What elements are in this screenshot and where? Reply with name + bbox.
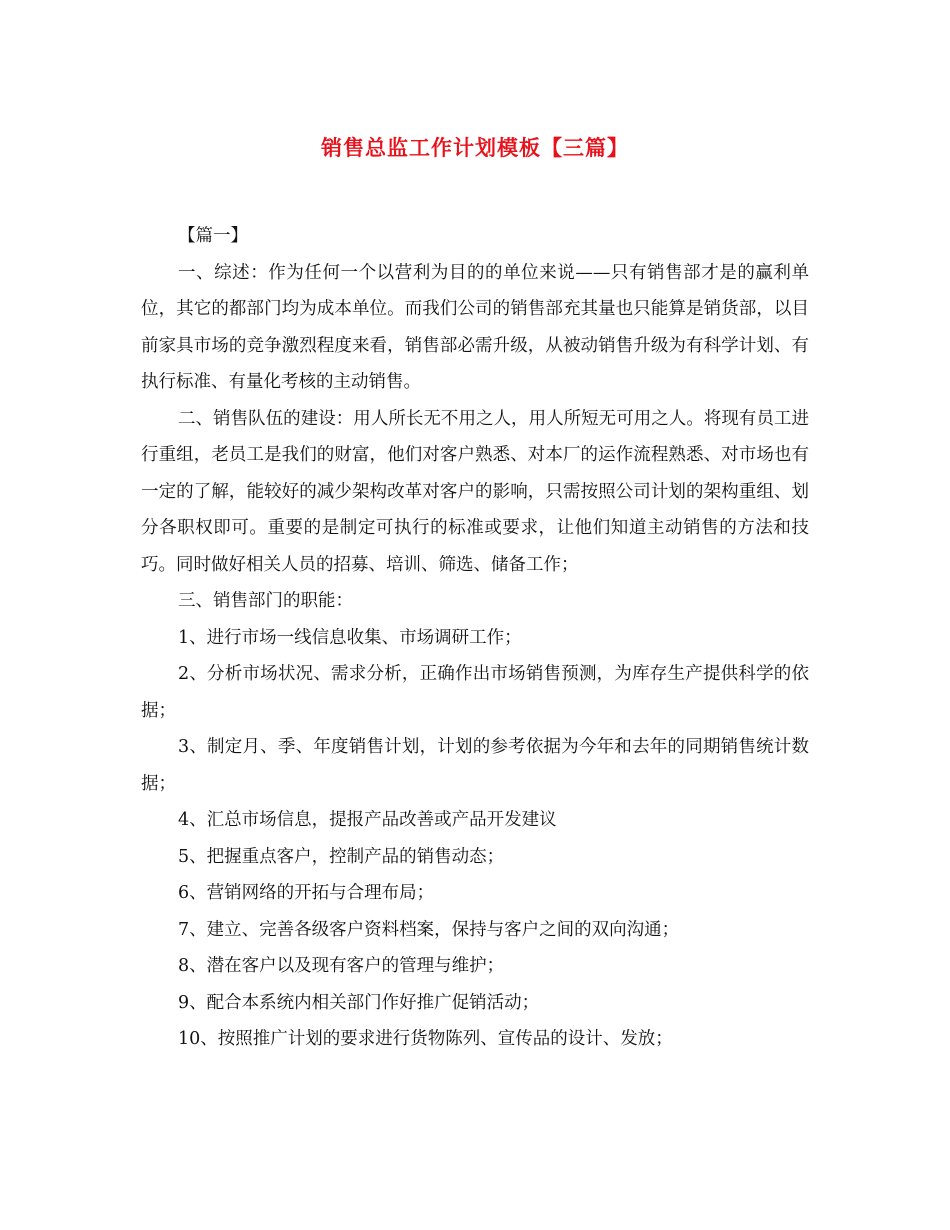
list-item: 8、潜在客户以及现有客户的管理与维护； xyxy=(178,956,505,976)
document-body xyxy=(141,218,809,1058)
list-item: 10、按照推广计划的要求进行货物陈列、宣传品的设计、发放； xyxy=(178,1029,673,1049)
list-item: 5、把握重点客户，控制产品的销售动态； xyxy=(178,846,505,867)
section-label: 【篇一】 xyxy=(178,226,248,246)
paragraph-overview: 一、综述：作为任何一个以营利为目的的单位来说——只有销售部才是的赢利单位，其它的都部门均为成本单位。而我们公司的销售部充其量也只能算是销货部，以目前家具市场的竞争激烈程度来看，销售部必需升级，从被动销售升级为有科学计划、有执行标准、有量化考核的主动销售。 xyxy=(141,262,809,392)
list-item: 7、建立、完善各级客户资料档案，保持与客户之间的双向沟通； xyxy=(178,919,680,940)
list-item: 2、分析市场状况、需求分析，正确作出市场销售预测，为库存生产提供科学的依据； xyxy=(141,664,809,721)
list-item: 4、汇总市场信息，提报产品改善或产品开发建议 xyxy=(178,810,557,830)
list-item: 3、制定月、季、年度销售计划，计划的参考依据为今年和去年的同期销售统计数据； xyxy=(141,737,809,794)
paragraph-department-functions: 三、销售部门的职能： xyxy=(178,591,353,611)
document-title: 销售总监工作计划模板【三篇】 xyxy=(321,135,629,160)
list-item: 6、营销网络的开拓与合理布局； xyxy=(178,883,435,903)
list-item: 9、配合本系统内相关部门作好推广促销活动； xyxy=(178,992,540,1013)
paragraph-team-building: 二、销售队伍的建设：用人所长无不用之人，用人所短无可用之人。将现有员工进行重组，老员工是我们的财富，他们对客户熟悉、对本厂的运作流程熟悉、对市场也有一定的了解，能较好的减少架构改革对客户的影响，只需按照公司计划的架构重组、划分各职权即可。重要的是制定可执行的标准或要求，让他们知道主动销售的方法和技巧。同时做好相关人员的招募、培训、筛选、储备工作； xyxy=(141,408,809,575)
list-item: 1、进行市场一线信息收集、市场调研工作； xyxy=(178,627,522,648)
